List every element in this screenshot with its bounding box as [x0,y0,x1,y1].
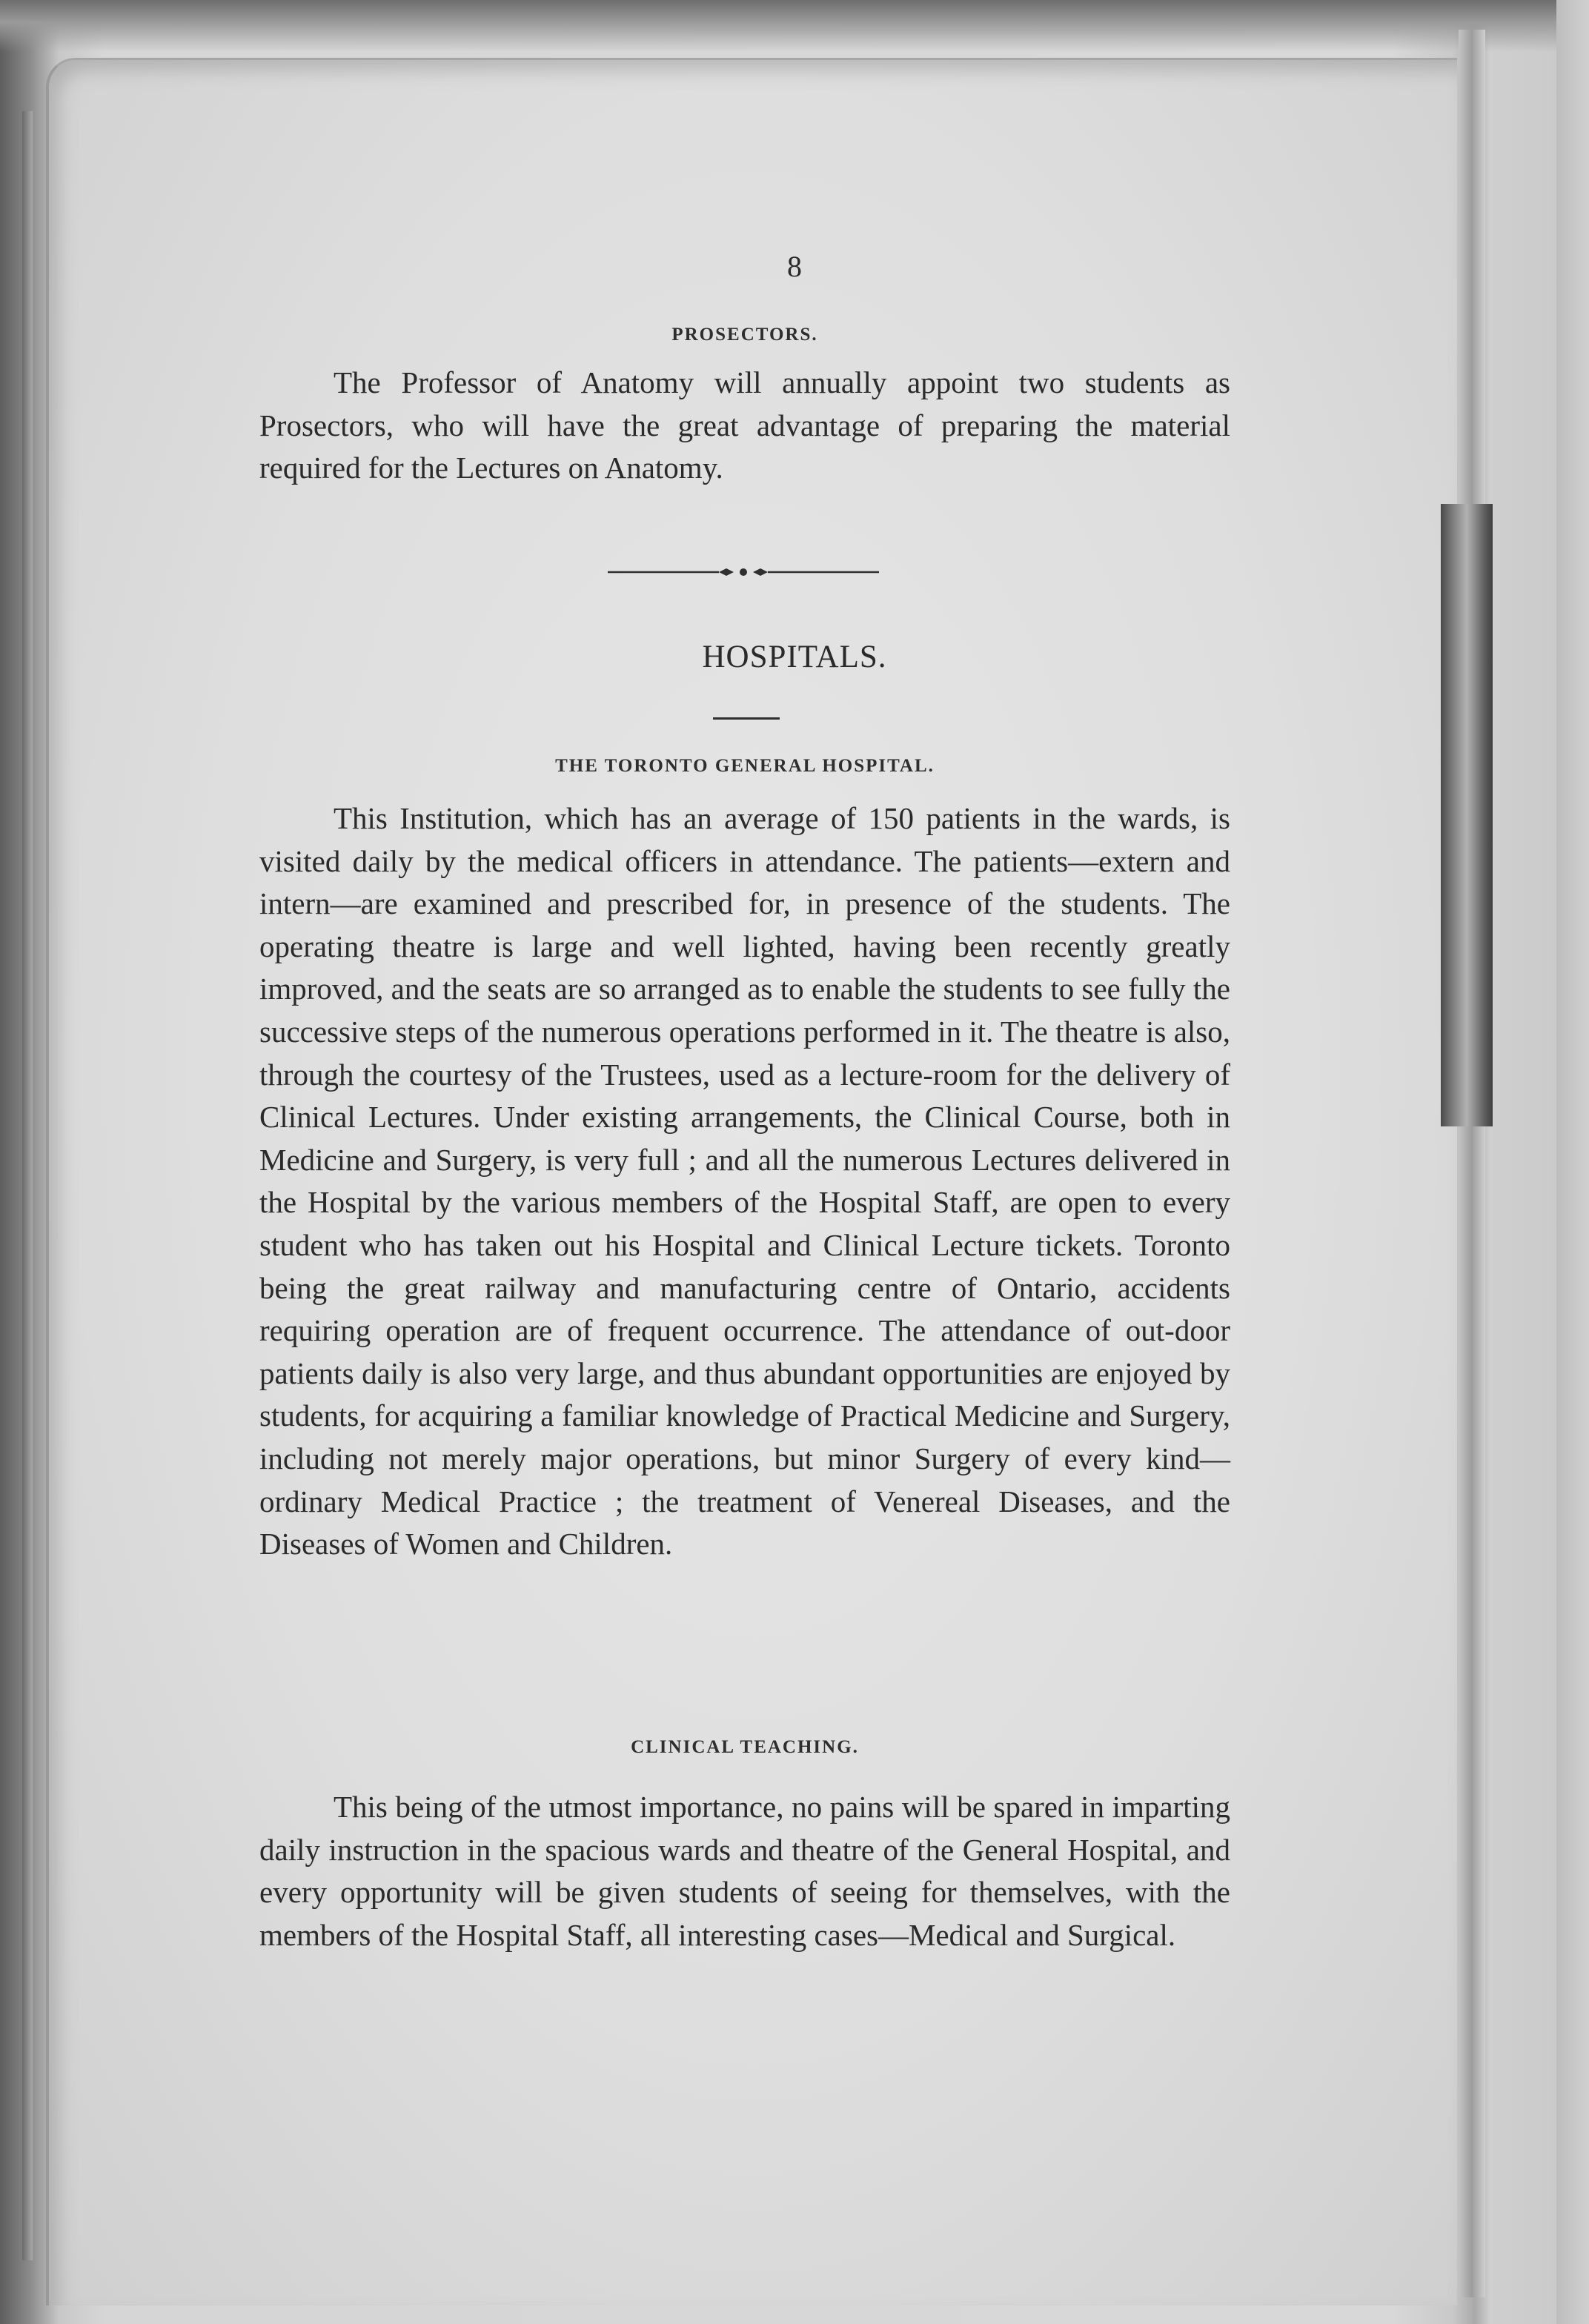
prosectors-heading: PROSECTORS. [671,325,818,345]
prosectors-section [259,325,1230,490]
page-number: 8 [787,250,802,283]
right-page-edge [1556,0,1589,2324]
clinical-teaching-section [259,1737,1230,1956]
toronto-general-paragraph: This Institution, which has an average of 150 patients in the wards, is visited daily by the medical officers in attendance. The patients—extern and intern—are examined and prescribed for, in presence of the students. The operating theatre is large and well lighted, having been recently greatly improved, and the seats are so arranged as to enable the students to see fully the successive steps of the numerous operations performed in it. The theatre is also, through the courtesy of the Trustees, used as a lecture-room for the delivery of Clinical Lectures. Under existing arrangements, the Clinical Course, both in Medicine and Surgery, is very full ; and all the numerous Lectures delivered in the Hospital by the various members of the Hospital Staff, are open to every student who has taken out his Hospital and Clinical Lecture tickets. Toronto being the great railway and manufacturing centre of Ontario, accidents requiring operation are of frequent occurrence. The attendance of out-door patients daily is also very large, and thus abundant opportunities are enjoyed by students, for acquiring a familiar knowledge of Practical Medicine and Surgery, including not merely major operations, but minor Surgery of every kind—ordinary Medical Practice ; the treatment of Venereal Diseases, and the Diseases of Women and Children. [259,801,1230,1561]
toronto-general-heading: THE TORONTO GENERAL HOSPITAL. [555,756,935,776]
clinical-teaching-heading: CLINICAL TEACHING. [631,1737,859,1757]
spine-binding-band [1441,504,1493,1126]
top-edge-shadow [0,0,1589,52]
hospitals-heading: HOSPITALS. [702,640,887,674]
ornamental-divider [608,568,879,577]
clinical-teaching-paragraph: This being of the utmost importance, no pains will be spared in imparting daily instruction in the spacious wards and theatre of the General Hospital, and every opportunity will be given students of seeing for themselves, with the members of the Hospital Staff, all interesting cases—Medical and Surgical. [259,1790,1230,1952]
book-spine [1459,30,1485,2297]
heading-rule [713,717,780,720]
prosectors-paragraph: The Professor of Anatomy will annually appoint two students as Prosectors, who will have the great advantage of preparing the material required for the Lectures on Anatomy. [259,365,1230,485]
toronto-general-section [259,756,1230,1566]
left-page-fold [22,111,33,2260]
